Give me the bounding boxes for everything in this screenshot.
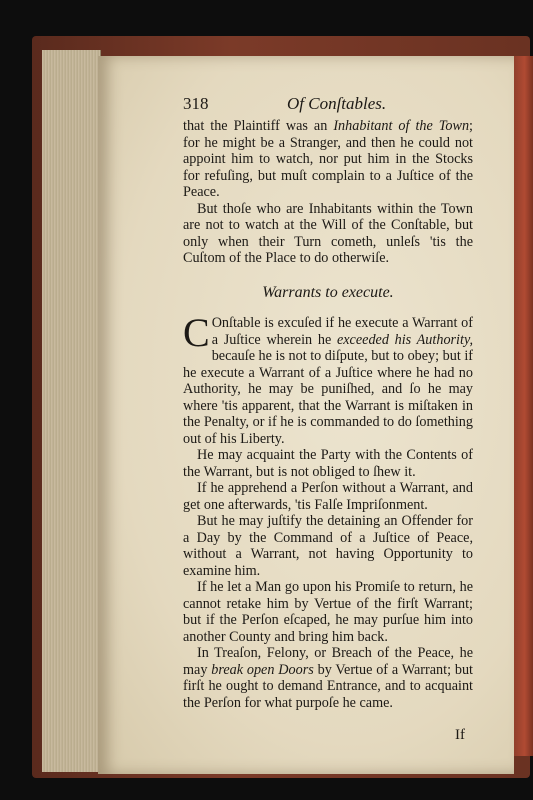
- paragraph: If he apprehend a Perſon without a Warrant, and get one afterwards, 'tis Falſe Impriſonment.: [183, 480, 473, 513]
- paragraph: that the Plaintiff was an Inhabitant of the Town; for he might be a Stranger, and then he could not appoint him to watch, nor put him in the Stocks for refuſing, but muſt complain to a Juſtice of the Peace.: [183, 118, 473, 200]
- page-number: 318: [183, 94, 209, 113]
- catchword: If: [455, 727, 465, 743]
- paragraph: He may acquaint the Party with the Contents of the Warrant, but is not obliged to ſhew it.: [183, 447, 473, 480]
- section-title: Warrants to execute.: [262, 283, 394, 301]
- running-head: Of Conſtables.: [287, 94, 387, 113]
- paragraph: If he let a Man go upon his Promiſe to return, he cannot retake him by Vertue of the firſt Warrant; but if the Perſon eſcaped, he may purſue him into another County and bring him back.: [183, 579, 473, 645]
- page-header: [183, 96, 473, 118]
- page-edges: [42, 50, 101, 772]
- paragraph: C Onſtable is excuſed if he execute a Warrant of a Juſtice wherein he exceeded his Authority, becauſe he is not to diſpute, but to obey; but if he execute a Warrant of a Juſtice where he had no Authority, he may be puniſhed, and ſo he may where 'tis apparent, that the Warrant is miſtaken in the Penalty, or if he is commanded to do ſomething out of his Liberty.: [183, 310, 473, 447]
- right-cover-edge: [512, 56, 533, 756]
- paragraph: But thoſe who are Inhabitants within the Town are not to watch at the Will of the Conſtable, but only when their Turn cometh, unleſs 'tis the Cuſtom of the Place to do otherwiſe.: [183, 200, 473, 266]
- paragraph: In Treaſon, Felony, or Breach of the Peace, he may break open Doors by Vertue of a Warrant; but firſt he ought to demand Entrance, and to acquaint the Perſon for what purpoſe he came.: [183, 645, 473, 711]
- page-text: [183, 96, 473, 744]
- drop-cap: C: [183, 310, 210, 355]
- paragraph: But he may juſtify the detaining an Offender for a Day by the Command of a Juſtice of Peace, without a Warrant, not having Opportunity to examine him.: [183, 513, 473, 579]
